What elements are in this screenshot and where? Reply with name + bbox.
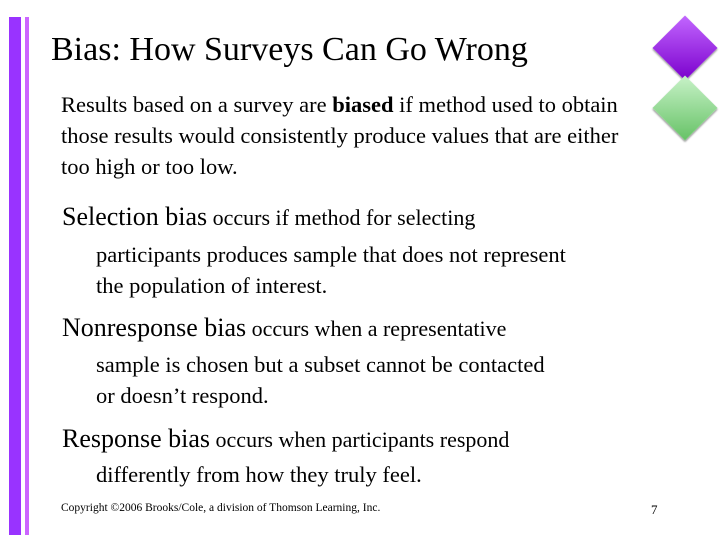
selection-bias-continuation-1: participants produces sample that does not represent: [96, 242, 566, 267]
nonresponse-bias-line: [62, 313, 506, 343]
nonresponse-bias-continuation-1: sample is chosen but a subset cannot be contacted: [96, 352, 545, 377]
selection-bias-line: [62, 202, 475, 232]
selection-bias-term: Selection bias: [62, 202, 208, 231]
slide-title: Bias: How Surveys Can Go Wrong: [51, 31, 528, 68]
accent-bar: [9, 17, 21, 535]
selection-bias-first-line: occurs if method for selecting: [207, 205, 476, 230]
accent-bar-thin: [25, 17, 29, 535]
page-number: 7: [651, 502, 658, 517]
response-bias-first-line: occurs when participants respond: [210, 427, 510, 452]
nonresponse-bias-continuation-2: or doesn’t respond.: [96, 383, 269, 408]
intro-text-end: if method used to obtain those results would consistently produce values that are either too high or too low.: [61, 92, 619, 179]
intro-text-start: Results based on a survey are: [61, 92, 333, 117]
copyright-notice: Copyright ©2006 Brooks/Cole, a division of Thomson Learning, Inc.: [61, 502, 381, 514]
intro-paragraph: [61, 89, 651, 182]
nonresponse-bias-first-line: occurs when a representative: [246, 316, 507, 341]
response-bias-term: Response bias: [62, 424, 211, 453]
nonresponse-bias-term: Nonresponse bias: [62, 313, 247, 342]
selection-bias-continuation-2: the population of interest.: [96, 273, 328, 298]
response-bias-continuation-1: differently from how they truly feel.: [96, 462, 422, 487]
purple-diamond-decoration: [652, 15, 717, 80]
green-diamond-decoration: [652, 75, 717, 140]
intro-bold-term: biased: [332, 92, 394, 117]
response-bias-line: [62, 424, 509, 454]
